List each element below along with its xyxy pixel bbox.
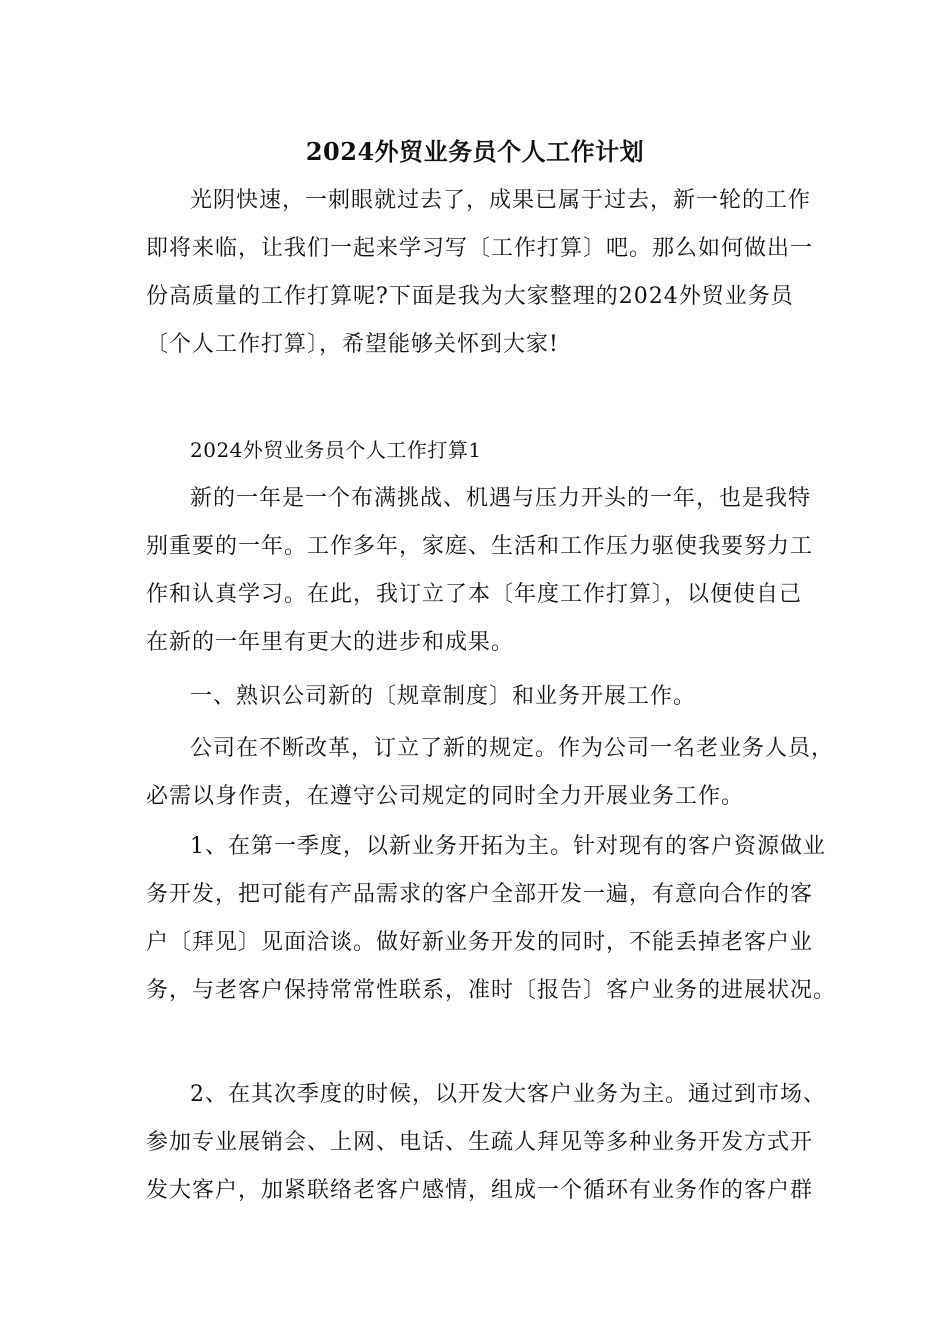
paragraph-line: 新的一年是一个布满挑战、机遇与压力开头的一年，也是我特 xyxy=(190,486,812,511)
paragraph-line: 务，与老客户保持常常性联系，准时〔报告〕客户业务的进展状况。 xyxy=(146,978,837,1003)
paragraph-line: 在新的一年里有更大的进步和成果。 xyxy=(146,630,515,655)
intro-paragraph xyxy=(146,177,814,369)
paragraph-1 xyxy=(146,475,814,667)
item-heading-block xyxy=(146,673,810,721)
intro-line: 份高质量的工作打算呢?下面是我为大家整理的2024外贸业务员 xyxy=(146,284,794,309)
paragraph-line: 户〔拜见〕见面洽谈。做好新业务开发的同时，不能丢掉老客户业 xyxy=(146,930,814,955)
paragraph-line: 参加专业展销会、上网、电话、生疏人拜见等多种业务开发方式开 xyxy=(146,1130,814,1155)
section-heading: 2024外贸业务员个人工作打算1 xyxy=(190,438,482,462)
paragraph-2 xyxy=(146,725,835,821)
paragraph-line: 公司在不断改革，订立了新的规定。作为公司一名老业务人员， xyxy=(190,736,835,761)
paragraph-line: 发大客户，加紧联络老客户感情，组成一个循环有业务作的客户群 xyxy=(146,1178,814,1203)
intro-line: 光阴快速，一刺眼就过去了，成果已属于过去，新一轮的工作 xyxy=(190,188,812,213)
point-2 xyxy=(146,1071,826,1215)
paragraph-line: 作和认真学习。在此，我订立了本〔年度工作打算〕，以便使自己 xyxy=(146,582,803,607)
paragraph-line: 务开发，把可能有产品需求的客户全部开发一遍，有意向合作的客 xyxy=(146,882,814,907)
paragraph-line: 1、在第一季度，以新业务开拓为主。针对现有的客户资源做业 xyxy=(190,834,826,859)
intro-line: 〔个人工作打算〕，希望能够关怀到大家! xyxy=(146,332,559,357)
section-heading-block xyxy=(146,426,810,474)
document-title: 2024外贸业务员个人工作计划 xyxy=(305,137,645,166)
intro-line: 即将来临，让我们一起来学习写〔工作打算〕吧。那么如何做出一 xyxy=(146,236,814,261)
paragraph-line: 别重要的一年。工作多年，家庭、生活和工作压力驱使我要努力工 xyxy=(146,534,814,559)
paragraph-line: 2、在其次季度的时候，以开发大客户业务为主。通过到市场、 xyxy=(190,1082,826,1107)
paragraph-line: 必需以身作责，在遵守公司规定的同时全力开展业务工作。 xyxy=(146,784,745,809)
point-1 xyxy=(146,823,837,1015)
item-heading: 一、熟识公司新的〔规章制度〕和业务开展工作。 xyxy=(190,684,697,709)
